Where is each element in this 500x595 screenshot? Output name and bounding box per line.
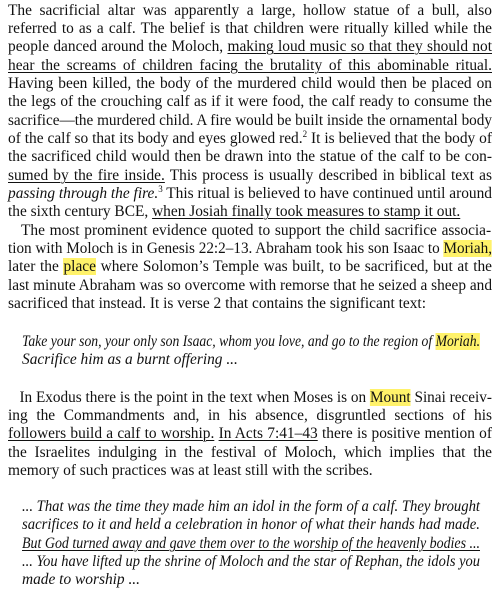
text-segment: the sixth century BCE, xyxy=(8,203,153,220)
text-segment: ... You have lifted up the shrine of Moloch and the star of Rephan, the idols you xyxy=(22,553,480,570)
highlighted-text: Mount xyxy=(369,389,411,406)
text-line xyxy=(8,148,492,166)
text-segment: made to worship ... xyxy=(22,571,140,588)
text-line xyxy=(8,203,460,221)
underlined-text: making loud music so that they should not xyxy=(227,38,492,55)
text-segment: there is positive mention of xyxy=(317,425,492,442)
text-line xyxy=(8,185,492,203)
text-segment: the sacrificed child would then be drawn into the statue of the calf to be con- xyxy=(8,148,492,165)
underlined-text: when Josiah finally took measures to stamp it out. xyxy=(152,203,461,220)
text-segment: sacrifices to it and held a celebration in honor of what their hands had made. xyxy=(22,516,480,533)
text-segment: In Exodus there is the point in the text when Moses is on xyxy=(8,389,370,406)
text-line xyxy=(8,93,492,111)
text-segment: This ritual is believed to have continued until around xyxy=(162,185,492,202)
underlined-text: hear the screams of children facing the brutality of this abominable ritual. xyxy=(8,57,492,74)
text-segment: memory of such practices was at least still with the scribes. xyxy=(8,462,373,479)
underlined-text: sumed by the fire inside. xyxy=(8,167,165,184)
text-segment: last minute Abraham was so overcome with remorse that he seized a sheep and xyxy=(8,277,492,294)
text-line xyxy=(22,516,480,534)
text-line xyxy=(8,112,492,130)
text-line xyxy=(8,258,492,276)
text-segment: Sinai receiv- xyxy=(410,389,492,406)
underlined-text: followers build a calf to worship. xyxy=(8,425,215,442)
text-line xyxy=(8,38,492,56)
text-line xyxy=(8,425,492,443)
text-segment: passing through the fire. xyxy=(8,185,159,202)
text-line xyxy=(8,20,492,38)
underlined-text: But God turned away and gave them over to the worship of the heavenly bodies ... xyxy=(22,535,480,552)
text-segment: the legs of the crouching calf as if it were food, the calf ready to consume the xyxy=(8,93,492,110)
text-segment: later the xyxy=(8,258,64,275)
text-segment: The most prominent evidence quoted to support the child sacrifice associa- xyxy=(8,222,492,239)
text-segment: This process is usually described in biblical text as xyxy=(164,167,492,184)
footnote-marker: 2 xyxy=(302,128,308,139)
text-line xyxy=(8,277,492,295)
text-line xyxy=(22,571,140,589)
text-segment: Take your son, your only son Isaac, whom you love, and go to the region of xyxy=(22,333,436,350)
text-segment: It is believed that the body of xyxy=(307,130,492,147)
text-line xyxy=(8,407,492,425)
highlighted-text: Moriah. xyxy=(435,333,480,350)
highlighted-text: Moriah, xyxy=(443,240,492,257)
text-segment: tion with Moloch is in Genesis 22:2–13. Abraham took his son Isaac to xyxy=(8,240,444,257)
text-segment: The sacrificial altar was apparently a large, hollow statue of a bull, also xyxy=(8,2,492,19)
text-line xyxy=(22,553,480,571)
text-segment: where Solomon’s Temple was built, to be sacrificed, but at the xyxy=(95,258,492,275)
text-segment: Sacrifice him as a burnt offering ... xyxy=(22,351,238,368)
text-line xyxy=(8,462,373,480)
text-line xyxy=(8,389,492,407)
text-segment: ... That was the time they made him an idol in the form of a calf. They brought xyxy=(22,498,480,515)
text-segment: ing the Commandments and, in his absence, disgruntled sections of his xyxy=(8,407,492,424)
text-line xyxy=(8,57,492,75)
text-line xyxy=(8,75,492,93)
text-line xyxy=(8,295,426,313)
text-segment: Having been killed, the body of the murdered child would then be placed on xyxy=(8,75,492,92)
text-line xyxy=(22,535,480,553)
highlighted-text: place xyxy=(63,258,96,275)
text-line xyxy=(8,130,492,148)
text-segment: of the calf so that its body and eyes glowed red. xyxy=(8,130,303,147)
text-line xyxy=(8,2,492,20)
text-segment: the Israelites indulging in the festival of Moloch, which implies that the xyxy=(8,444,492,461)
underlined-text: In Acts 7:41–43 xyxy=(218,425,318,442)
footnote-marker: 3 xyxy=(158,183,163,194)
text-segment: sacrifice—the murdered child. A fire would be built inside the ornamental body xyxy=(8,112,492,129)
text-line xyxy=(8,240,492,258)
text-line xyxy=(8,222,491,240)
text-line xyxy=(8,167,492,185)
text-segment: referred to as a calf. The belief is that children were ritually killed while the xyxy=(8,20,492,37)
text-segment: sacrificed that instead. It is verse 2 that contains the significant text: xyxy=(8,295,426,312)
text-line xyxy=(8,444,492,462)
text-line xyxy=(22,351,238,369)
text-segment: people danced around the Moloch, xyxy=(8,38,228,55)
text-line xyxy=(22,333,480,351)
text-line xyxy=(22,498,480,516)
